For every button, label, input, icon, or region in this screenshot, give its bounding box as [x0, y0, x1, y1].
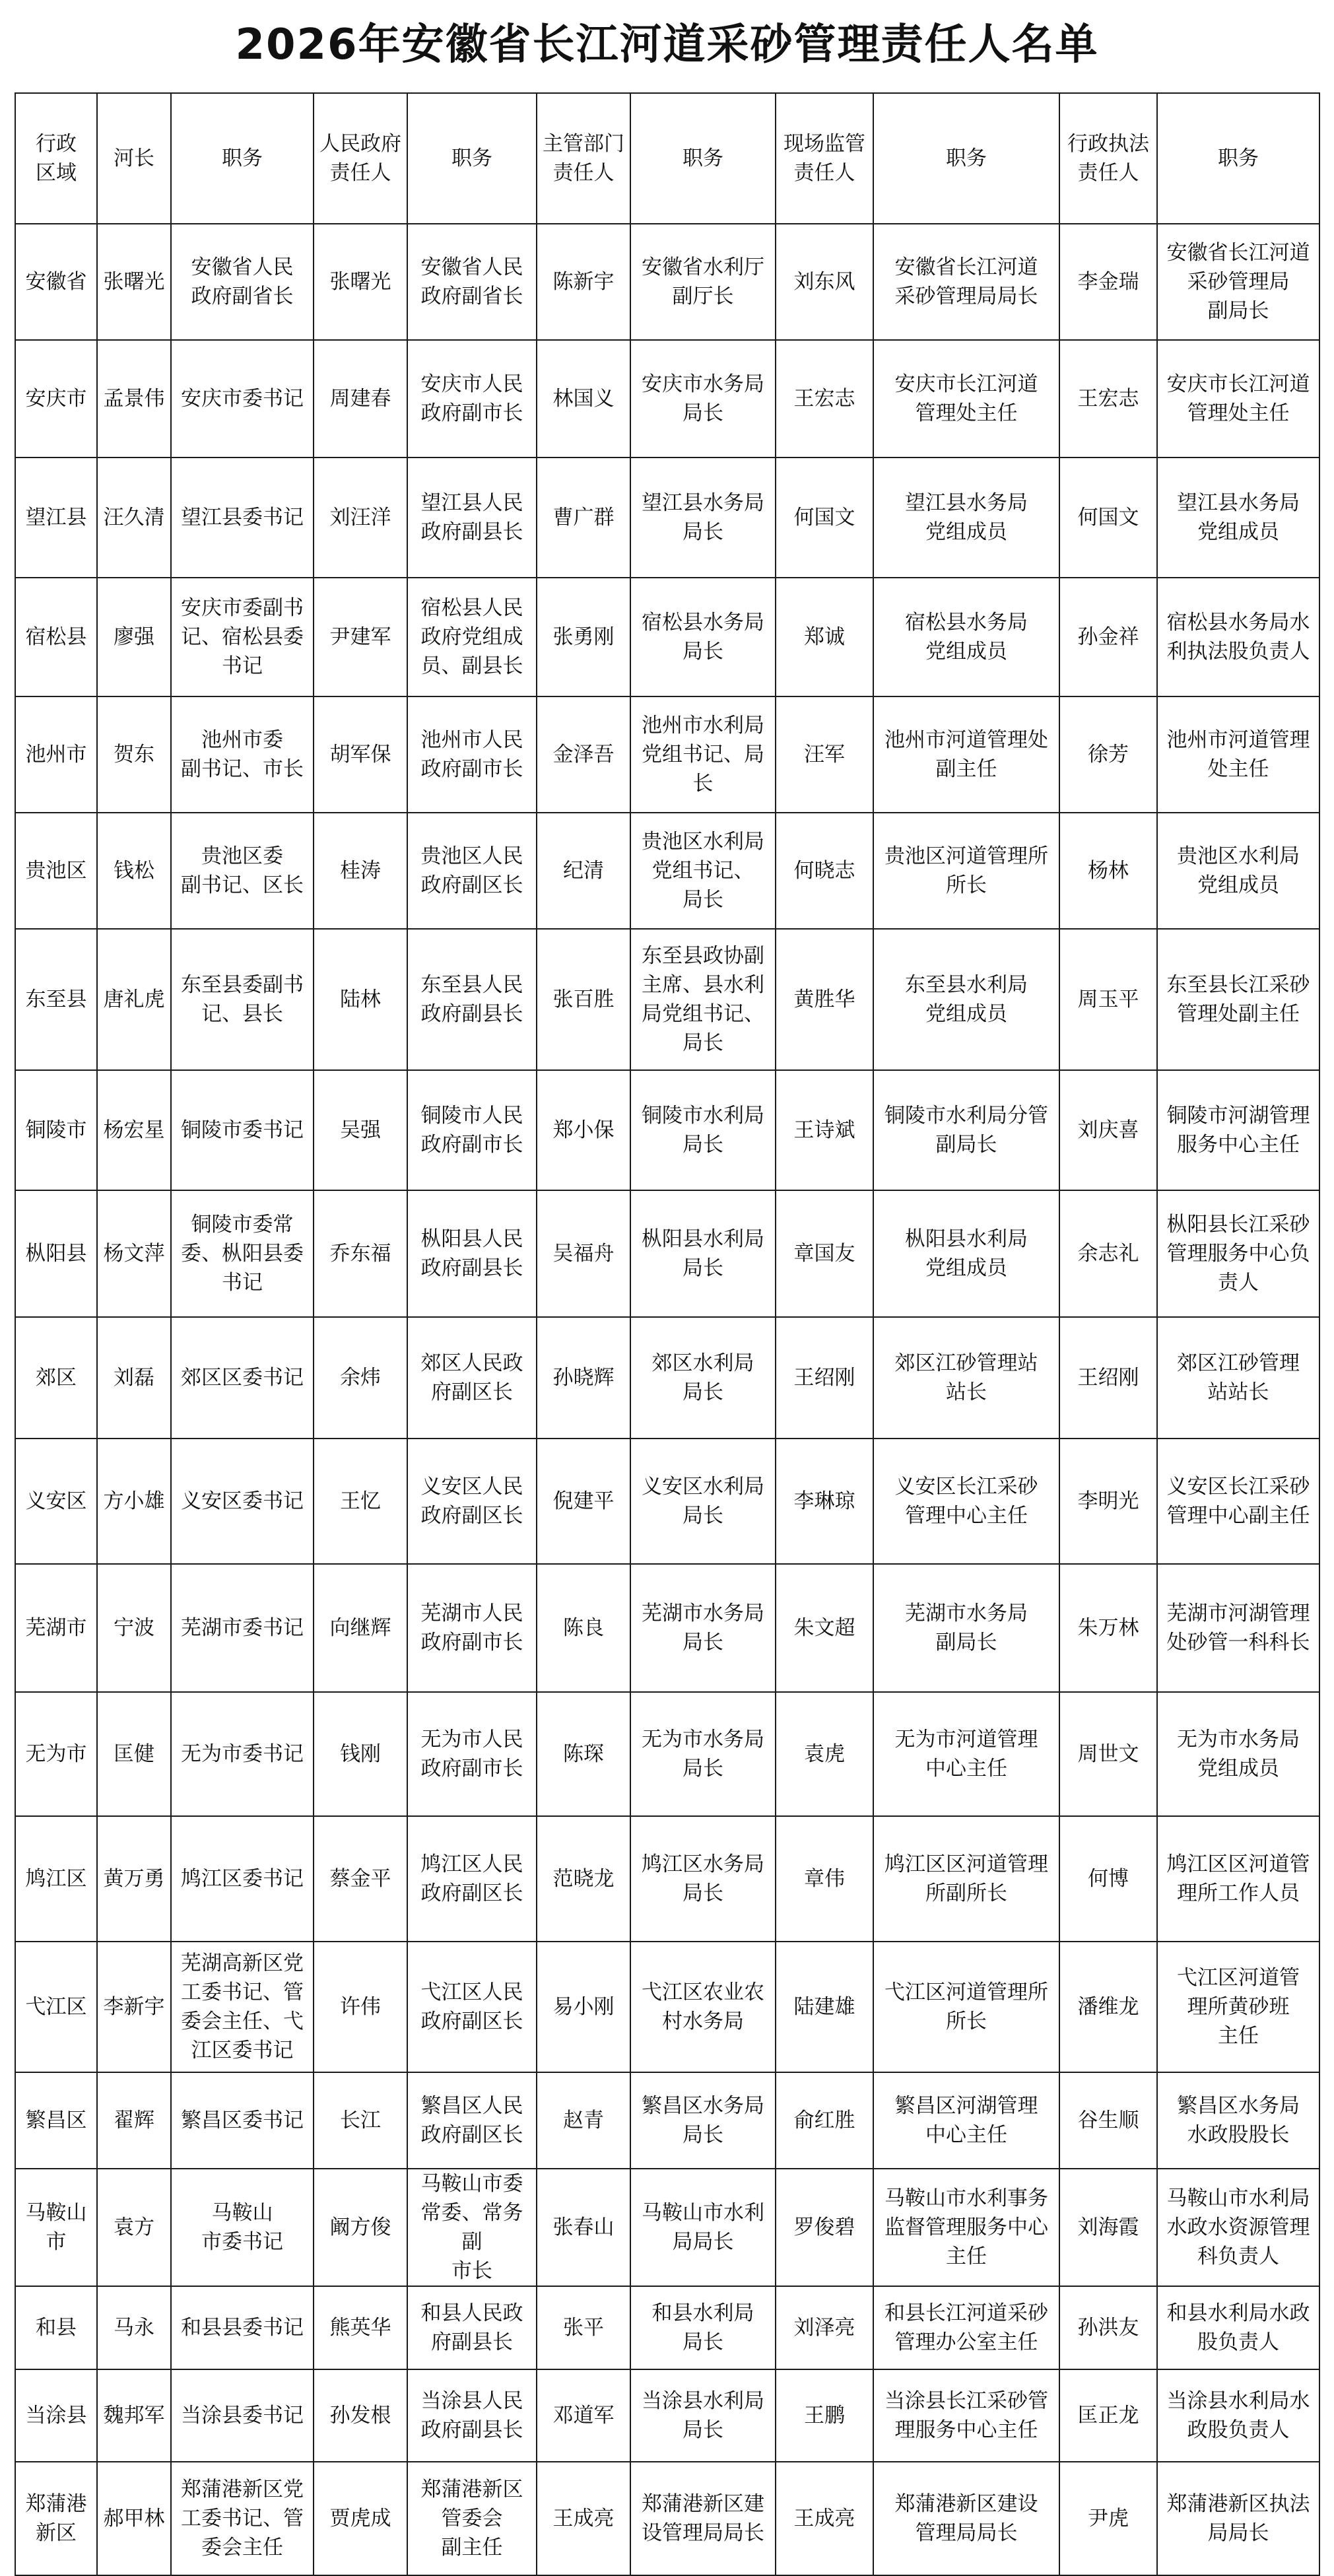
cell-government-position: 东至县人民 政府副县长	[407, 929, 537, 1070]
cell-river-chief-position: 铜陵市委书记	[171, 1070, 314, 1190]
cell-river-chief-position: 安庆市委副书 记、宿松县委 书记	[171, 578, 314, 696]
cell-river-chief: 刘磊	[97, 1317, 171, 1439]
cell-region: 枞阳县	[15, 1190, 97, 1317]
cell-department-position: 和县水利局 局长	[630, 2286, 776, 2369]
cell-enforcement-official: 李金瑞	[1059, 224, 1157, 340]
cell-government-position: 当涂县人民 政府副县长	[407, 2369, 537, 2462]
cell-department-official: 曹广群	[537, 458, 630, 578]
cell-government-official: 许伟	[314, 1942, 407, 2072]
cell-government-official: 长江	[314, 2072, 407, 2169]
table-row	[15, 1816, 1319, 1942]
cell-site-supervisor: 何国文	[776, 458, 873, 578]
cell-department-position: 东至县政协副 主席、县水利 局党组书记、 局长	[630, 929, 776, 1070]
cell-enforcement-official: 杨林	[1059, 813, 1157, 929]
cell-region: 郑蒲港 新区	[15, 2462, 97, 2575]
cell-department-official: 易小刚	[537, 1942, 630, 2072]
cell-river-chief-position: 郊区区委书记	[171, 1317, 314, 1439]
cell-site-supervisor-position: 安庆市长江河道 管理处主任	[873, 340, 1059, 458]
table-row	[15, 224, 1319, 340]
cell-government-official: 向继辉	[314, 1564, 407, 1692]
table-row	[15, 1317, 1319, 1439]
cell-enforcement-position: 当涂县水利局水 政股负责人	[1157, 2369, 1319, 2462]
cell-river-chief-position: 义安区委书记	[171, 1439, 314, 1564]
cell-region: 马鞍山市	[15, 2169, 97, 2286]
cell-government-official: 乔东福	[314, 1190, 407, 1317]
cell-department-position: 贵池区水利局 党组书记、 局长	[630, 813, 776, 929]
cell-enforcement-official: 谷生顺	[1059, 2072, 1157, 2169]
table-row	[15, 2286, 1319, 2369]
cell-enforcement-position: 繁昌区水务局 水政股股长	[1157, 2072, 1319, 2169]
cell-enforcement-official: 何博	[1059, 1816, 1157, 1942]
table-row	[15, 340, 1319, 458]
table-row	[15, 2369, 1319, 2462]
cell-government-position: 义安区人民 政府副区长	[407, 1439, 537, 1564]
cell-department-position: 繁昌区水务局 局长	[630, 2072, 776, 2169]
cell-government-position: 安徽省人民 政府副省长	[407, 224, 537, 340]
cell-site-supervisor-position: 义安区长江采砂 管理中心主任	[873, 1439, 1059, 1564]
cell-department-position: 宿松县水务局 局长	[630, 578, 776, 696]
cell-enforcement-official: 何国文	[1059, 458, 1157, 578]
cell-river-chief: 方小雄	[97, 1439, 171, 1564]
table-row	[15, 1190, 1319, 1317]
cell-department-official: 陈新宇	[537, 224, 630, 340]
table-row	[15, 2462, 1319, 2575]
cell-department-official: 郑小保	[537, 1070, 630, 1190]
cell-region: 池州市	[15, 696, 97, 813]
cell-region: 芜湖市	[15, 1564, 97, 1692]
cell-department-official: 孙晓辉	[537, 1317, 630, 1439]
cell-government-position: 安庆市人民 政府副市长	[407, 340, 537, 458]
cell-department-position: 无为市水务局 局长	[630, 1692, 776, 1816]
cell-river-chief: 宁波	[97, 1564, 171, 1692]
table-header	[15, 93, 1319, 224]
cell-river-chief: 翟辉	[97, 2072, 171, 2169]
cell-site-supervisor-position: 安徽省长江河道 采砂管理局局长	[873, 224, 1059, 340]
cell-department-official: 张平	[537, 2286, 630, 2369]
cell-department-position: 芜湖市水务局 局长	[630, 1564, 776, 1692]
cell-department-official: 倪建平	[537, 1439, 630, 1564]
cell-enforcement-position: 鸠江区区河道管 理所工作人员	[1157, 1816, 1319, 1942]
header-government-official: 人民政府 责任人	[314, 93, 407, 224]
cell-department-position: 鸠江区水务局 局长	[630, 1816, 776, 1942]
cell-government-official: 蔡金平	[314, 1816, 407, 1942]
cell-site-supervisor: 郑诚	[776, 578, 873, 696]
cell-enforcement-position: 郊区江砂管理 站站长	[1157, 1317, 1319, 1439]
cell-enforcement-position: 安庆市长江河道 管理处主任	[1157, 340, 1319, 458]
cell-government-official: 阚方俊	[314, 2169, 407, 2286]
cell-site-supervisor-position: 芜湖市水务局 副局长	[873, 1564, 1059, 1692]
table-row	[15, 1070, 1319, 1190]
cell-department-official: 王成亮	[537, 2462, 630, 2575]
cell-government-position: 和县人民政 府副县长	[407, 2286, 537, 2369]
cell-site-supervisor-position: 无为市河道管理 中心主任	[873, 1692, 1059, 1816]
cell-enforcement-position: 东至县长江采砂 管理处副主任	[1157, 929, 1319, 1070]
header-department-official: 主管部门 责任人	[537, 93, 630, 224]
cell-enforcement-position: 铜陵市河湖管理 服务中心主任	[1157, 1070, 1319, 1190]
cell-enforcement-position: 贵池区水利局 党组成员	[1157, 813, 1319, 929]
cell-region: 宿松县	[15, 578, 97, 696]
cell-river-chief-position: 望江县委书记	[171, 458, 314, 578]
cell-enforcement-official: 尹虎	[1059, 2462, 1157, 2575]
cell-department-official: 范晓龙	[537, 1816, 630, 1942]
table-row	[15, 1942, 1319, 2072]
cell-river-chief: 钱松	[97, 813, 171, 929]
cell-site-supervisor-position: 马鞍山市水利事务 监督管理服务中心 主任	[873, 2169, 1059, 2286]
cell-government-position: 鸠江区人民 政府副区长	[407, 1816, 537, 1942]
cell-river-chief: 李新宇	[97, 1942, 171, 2072]
cell-department-position: 弋江区农业农 村水务局	[630, 1942, 776, 2072]
cell-site-supervisor-position: 宿松县水务局 党组成员	[873, 578, 1059, 696]
header-row	[15, 93, 1319, 224]
cell-river-chief-position: 安徽省人民 政府副省长	[171, 224, 314, 340]
cell-site-supervisor: 王诗斌	[776, 1070, 873, 1190]
cell-government-position: 芜湖市人民 政府副市长	[407, 1564, 537, 1692]
cell-river-chief-position: 东至县委副书 记、县长	[171, 929, 314, 1070]
cell-enforcement-official: 潘维龙	[1059, 1942, 1157, 2072]
cell-department-position: 当涂县水利局 局长	[630, 2369, 776, 2462]
cell-government-position: 无为市人民 政府副市长	[407, 1692, 537, 1816]
cell-government-official: 刘汪洋	[314, 458, 407, 578]
cell-site-supervisor: 刘泽亮	[776, 2286, 873, 2369]
cell-river-chief-position: 马鞍山 市委书记	[171, 2169, 314, 2286]
header-region: 行政 区域	[15, 93, 97, 224]
table-row	[15, 1692, 1319, 1816]
cell-river-chief: 匡健	[97, 1692, 171, 1816]
cell-site-supervisor: 俞红胜	[776, 2072, 873, 2169]
cell-government-official: 孙发根	[314, 2369, 407, 2462]
header-government-position: 职务	[407, 93, 537, 224]
cell-river-chief-position: 当涂县委书记	[171, 2369, 314, 2462]
cell-government-official: 周建春	[314, 340, 407, 458]
cell-region: 弋江区	[15, 1942, 97, 2072]
cell-river-chief: 唐礼虎	[97, 929, 171, 1070]
cell-government-position: 马鞍山市委 常委、常务副 市长	[407, 2169, 537, 2286]
cell-site-supervisor: 陆建雄	[776, 1942, 873, 2072]
cell-government-official: 钱刚	[314, 1692, 407, 1816]
cell-region: 义安区	[15, 1439, 97, 1564]
cell-site-supervisor: 刘东风	[776, 224, 873, 340]
cell-site-supervisor: 何晓志	[776, 813, 873, 929]
cell-enforcement-official: 朱万林	[1059, 1564, 1157, 1692]
cell-enforcement-official: 孙金祥	[1059, 578, 1157, 696]
cell-government-position: 繁昌区人民 政府副区长	[407, 2072, 537, 2169]
cell-site-supervisor: 王宏志	[776, 340, 873, 458]
cell-government-position: 弋江区人民 政府副区长	[407, 1942, 537, 2072]
cell-river-chief: 张曙光	[97, 224, 171, 340]
page-title: 2026年安徽省长江河道采砂管理责任人名单	[235, 20, 1099, 69]
cell-river-chief-position: 芜湖高新区党 工委书记、管 委会主任、弋 江区委书记	[171, 1942, 314, 2072]
cell-department-position: 望江县水务局 局长	[630, 458, 776, 578]
cell-enforcement-official: 匡正龙	[1059, 2369, 1157, 2462]
cell-site-supervisor-position: 东至县水利局 党组成员	[873, 929, 1059, 1070]
header-site-supervisor: 现场监管 责任人	[776, 93, 873, 224]
cell-government-position: 宿松县人民 政府党组成 员、副县长	[407, 578, 537, 696]
cell-department-position: 池州市水利局 党组书记、局长	[630, 696, 776, 813]
cell-site-supervisor: 黄胜华	[776, 929, 873, 1070]
cell-river-chief-position: 和县县委书记	[171, 2286, 314, 2369]
cell-river-chief: 袁方	[97, 2169, 171, 2286]
cell-department-position: 铜陵市水利局 局长	[630, 1070, 776, 1190]
table-row	[15, 2072, 1319, 2169]
table-row	[15, 696, 1319, 813]
cell-government-official: 尹建军	[314, 578, 407, 696]
cell-department-official: 纪清	[537, 813, 630, 929]
cell-site-supervisor: 朱文超	[776, 1564, 873, 1692]
cell-enforcement-position: 弋江区河道管 理所黄砂班 主任	[1157, 1942, 1319, 2072]
header-river-chief: 河长	[97, 93, 171, 224]
cell-region: 贵池区	[15, 813, 97, 929]
cell-government-position: 郑蒲港新区 管委会 副主任	[407, 2462, 537, 2575]
cell-enforcement-official: 周玉平	[1059, 929, 1157, 1070]
cell-enforcement-official: 孙洪友	[1059, 2286, 1157, 2369]
cell-site-supervisor-position: 弋江区河道管理所 所长	[873, 1942, 1059, 2072]
cell-government-position: 铜陵市人民 政府副市长	[407, 1070, 537, 1190]
cell-site-supervisor: 王鹏	[776, 2369, 873, 2462]
cell-government-position: 贵池区人民 政府副区长	[407, 813, 537, 929]
cell-enforcement-official: 李明光	[1059, 1439, 1157, 1564]
cell-department-official: 赵青	[537, 2072, 630, 2169]
cell-enforcement-official: 刘庆喜	[1059, 1070, 1157, 1190]
cell-site-supervisor-position: 铜陵市水利局分管 副局长	[873, 1070, 1059, 1190]
cell-department-official: 金泽吾	[537, 696, 630, 813]
cell-region: 当涂县	[15, 2369, 97, 2462]
table-row	[15, 813, 1319, 929]
cell-river-chief: 杨宏星	[97, 1070, 171, 1190]
cell-department-position: 安徽省水利厅 副厅长	[630, 224, 776, 340]
cell-river-chief-position: 铜陵市委常 委、枞阳县委 书记	[171, 1190, 314, 1317]
cell-enforcement-position: 池州市河道管理 处主任	[1157, 696, 1319, 813]
cell-department-official: 张百胜	[537, 929, 630, 1070]
cell-river-chief: 黄万勇	[97, 1816, 171, 1942]
cell-region: 鸠江区	[15, 1816, 97, 1942]
cell-department-position: 枞阳县水利局 局长	[630, 1190, 776, 1317]
cell-government-official: 余炜	[314, 1317, 407, 1439]
cell-enforcement-position: 马鞍山市水利局 水政水资源管理 科负责人	[1157, 2169, 1319, 2286]
cell-enforcement-position: 枞阳县长江采砂 管理服务中心负 责人	[1157, 1190, 1319, 1317]
cell-region: 安庆市	[15, 340, 97, 458]
cell-enforcement-position: 无为市水务局 党组成员	[1157, 1692, 1319, 1816]
cell-river-chief: 汪久清	[97, 458, 171, 578]
cell-region: 望江县	[15, 458, 97, 578]
cell-enforcement-official: 王绍刚	[1059, 1317, 1157, 1439]
header-department-position: 职务	[630, 93, 776, 224]
cell-site-supervisor-position: 繁昌区河湖管理 中心主任	[873, 2072, 1059, 2169]
cell-enforcement-position: 义安区长江采砂 管理中心副主任	[1157, 1439, 1319, 1564]
cell-site-supervisor: 李琳琼	[776, 1439, 873, 1564]
cell-region: 繁昌区	[15, 2072, 97, 2169]
cell-region: 郊区	[15, 1317, 97, 1439]
cell-enforcement-position: 安徽省长江河道 采砂管理局 副局长	[1157, 224, 1319, 340]
cell-river-chief-position: 繁昌区委书记	[171, 2072, 314, 2169]
cell-department-position: 马鞍山市水利 局局长	[630, 2169, 776, 2286]
cell-department-official: 张春山	[537, 2169, 630, 2286]
table-body	[15, 224, 1319, 2575]
cell-site-supervisor: 章伟	[776, 1816, 873, 1942]
cell-site-supervisor-position: 当涂县长江采砂管 理服务中心主任	[873, 2369, 1059, 2462]
cell-enforcement-official: 余志礼	[1059, 1190, 1157, 1317]
cell-river-chief: 廖强	[97, 578, 171, 696]
cell-river-chief-position: 无为市委书记	[171, 1692, 314, 1816]
cell-enforcement-position: 望江县水务局 党组成员	[1157, 458, 1319, 578]
cell-site-supervisor-position: 和县长江河道采砂 管理办公室主任	[873, 2286, 1059, 2369]
cell-region: 安徽省	[15, 224, 97, 340]
cell-department-position: 郑蒲港新区建 设管理局局长	[630, 2462, 776, 2575]
cell-region: 无为市	[15, 1692, 97, 1816]
header-enforcement-position: 职务	[1157, 93, 1319, 224]
cell-government-official: 陆林	[314, 929, 407, 1070]
cell-site-supervisor: 汪军	[776, 696, 873, 813]
cell-river-chief-position: 鸠江区委书记	[171, 1816, 314, 1942]
cell-site-supervisor: 王绍刚	[776, 1317, 873, 1439]
cell-government-official: 桂涛	[314, 813, 407, 929]
cell-department-position: 义安区水利局 局长	[630, 1439, 776, 1564]
cell-enforcement-position: 宿松县水务局水 利执法股负责人	[1157, 578, 1319, 696]
cell-site-supervisor-position: 郑蒲港新区建设 管理局局长	[873, 2462, 1059, 2575]
table-row	[15, 458, 1319, 578]
cell-river-chief: 杨文萍	[97, 1190, 171, 1317]
cell-department-official: 林国义	[537, 340, 630, 458]
cell-government-official: 张曙光	[314, 224, 407, 340]
responsibility-table	[15, 92, 1320, 2576]
cell-enforcement-position: 郑蒲港新区执法 局局长	[1157, 2462, 1319, 2575]
cell-region: 铜陵市	[15, 1070, 97, 1190]
cell-department-position: 郊区水利局 局长	[630, 1317, 776, 1439]
cell-department-official: 邓道军	[537, 2369, 630, 2462]
cell-enforcement-position: 芜湖市河湖管理 处砂管一科科长	[1157, 1564, 1319, 1692]
cell-government-position: 池州市人民 政府副市长	[407, 696, 537, 813]
table-row	[15, 2169, 1319, 2286]
cell-site-supervisor-position: 鸠江区区河道管理 所副所长	[873, 1816, 1059, 1942]
table-row	[15, 1439, 1319, 1564]
cell-department-position: 安庆市水务局 局长	[630, 340, 776, 458]
cell-enforcement-official: 周世文	[1059, 1692, 1157, 1816]
cell-government-official: 熊英华	[314, 2286, 407, 2369]
cell-enforcement-position: 和县水利局水政 股负责人	[1157, 2286, 1319, 2369]
cell-enforcement-official: 徐芳	[1059, 696, 1157, 813]
cell-site-supervisor-position: 枞阳县水利局 党组成员	[873, 1190, 1059, 1317]
cell-river-chief-position: 池州市委 副书记、市长	[171, 696, 314, 813]
header-site-supervisor-position: 职务	[873, 93, 1059, 224]
cell-site-supervisor-position: 望江县水务局 党组成员	[873, 458, 1059, 578]
cell-department-official: 吴福舟	[537, 1190, 630, 1317]
cell-river-chief-position: 贵池区委 副书记、区长	[171, 813, 314, 929]
cell-river-chief: 贺东	[97, 696, 171, 813]
header-enforcement-official: 行政执法 责任人	[1059, 93, 1157, 224]
table-row	[15, 929, 1319, 1070]
cell-enforcement-official: 刘海霞	[1059, 2169, 1157, 2286]
cell-site-supervisor-position: 贵池区河道管理所 所长	[873, 813, 1059, 929]
cell-government-official: 胡军保	[314, 696, 407, 813]
cell-river-chief: 马永	[97, 2286, 171, 2369]
cell-government-position: 枞阳县人民 政府副县长	[407, 1190, 537, 1317]
cell-site-supervisor-position: 郊区江砂管理站 站长	[873, 1317, 1059, 1439]
cell-river-chief: 孟景伟	[97, 340, 171, 458]
cell-site-supervisor: 王成亮	[776, 2462, 873, 2575]
cell-region: 和县	[15, 2286, 97, 2369]
cell-government-official: 吴强	[314, 1070, 407, 1190]
table-row	[15, 1564, 1319, 1692]
cell-government-official: 贾虎成	[314, 2462, 407, 2575]
cell-site-supervisor: 罗俊碧	[776, 2169, 873, 2286]
cell-department-official: 陈琛	[537, 1692, 630, 1816]
cell-region: 东至县	[15, 929, 97, 1070]
cell-department-official: 张勇刚	[537, 578, 630, 696]
cell-river-chief: 郝甲林	[97, 2462, 171, 2575]
cell-department-official: 陈良	[537, 1564, 630, 1692]
cell-government-position: 郊区人民政 府副区长	[407, 1317, 537, 1439]
cell-government-position: 望江县人民 政府副县长	[407, 458, 537, 578]
cell-government-official: 王忆	[314, 1439, 407, 1564]
cell-river-chief-position: 芜湖市委书记	[171, 1564, 314, 1692]
cell-enforcement-official: 王宏志	[1059, 340, 1157, 458]
cell-site-supervisor: 袁虎	[776, 1692, 873, 1816]
cell-river-chief: 魏邦军	[97, 2369, 171, 2462]
cell-river-chief-position: 安庆市委书记	[171, 340, 314, 458]
cell-site-supervisor: 章国友	[776, 1190, 873, 1317]
header-river-chief-position: 职务	[171, 93, 314, 224]
cell-river-chief-position: 郑蒲港新区党 工委书记、管 委会主任	[171, 2462, 314, 2575]
table-row	[15, 578, 1319, 696]
cell-site-supervisor-position: 池州市河道管理处 副主任	[873, 696, 1059, 813]
